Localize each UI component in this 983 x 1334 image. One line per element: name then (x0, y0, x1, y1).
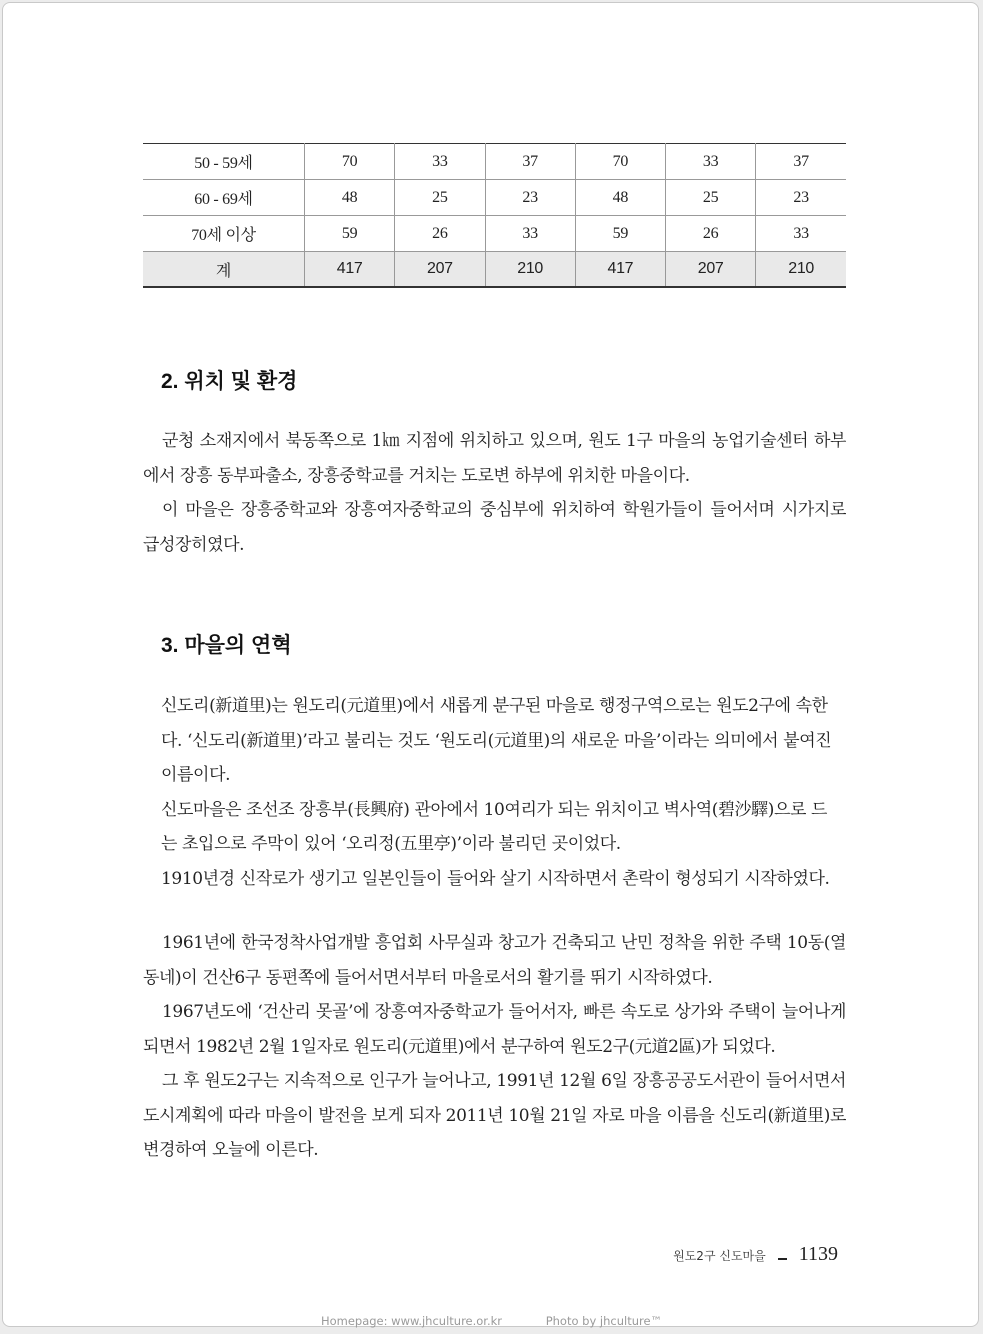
value-cell: 33 (756, 216, 846, 252)
page-footer (673, 1243, 838, 1266)
row-label-cell: 60 - 69세 (143, 180, 305, 216)
value-cell: 23 (485, 180, 575, 216)
value-cell: 70 (575, 144, 665, 180)
value-cell: 417 (575, 252, 665, 288)
value-cell: 23 (756, 180, 846, 216)
photo-credit: Photo by jhculture™ (545, 1314, 663, 1328)
paragraph: 이 마을은 장흥중학교와 장흥여자중학교의 중심부에 위치하여 학원가들이 들어서며 시가지로 급성장히였다. (143, 500, 846, 555)
row-label-cell: 계 (143, 252, 305, 288)
paragraph: 1961년에 한국정착사업개발 흥업회 사무실과 창고가 건축되고 난민 정착을 위한 주택 10동(열동네)이 건산6구 동편쪽에 들어서면서부터 마을로서의 활기를 뛰기 시작하였다. (143, 933, 846, 988)
table-total-row (143, 252, 846, 288)
footer-rule (778, 1258, 787, 1260)
value-cell: 37 (756, 144, 846, 180)
section-3-body (143, 926, 846, 1168)
population-table (143, 143, 846, 288)
running-title: 원도2구 신도마을 (673, 1249, 766, 1263)
value-cell: 70 (305, 144, 395, 180)
value-cell: 210 (485, 252, 575, 288)
paragraph: 그 후 원도2구는 지속적으로 인구가 늘어나고, 1991년 12월 6일 장흥공공도서관이 들어서면서 도시계획에 따라 마을이 발전을 보게 되자 2011년 10월 21일 자로 마을 이름을 신도리(新道里)로 변경하여 오늘에 이른다. (143, 1071, 846, 1160)
value-cell: 48 (305, 180, 395, 216)
value-cell: 33 (395, 144, 485, 180)
value-cell: 417 (305, 252, 395, 288)
homepage-link[interactable]: Homepage: www.jhculture.or.kr (320, 1314, 503, 1328)
value-cell: 48 (575, 180, 665, 216)
value-cell: 37 (485, 144, 575, 180)
value-cell: 25 (666, 180, 756, 216)
table-row (143, 180, 846, 216)
table-row (143, 144, 846, 180)
section-3-indented-body (161, 689, 841, 896)
credit-line (0, 1314, 983, 1328)
row-label-cell: 70세 이상 (143, 216, 305, 252)
row-label-cell: 50 - 59세 (143, 144, 305, 180)
value-cell: 33 (485, 216, 575, 252)
paragraph: 군청 소재지에서 북동쪽으로 1㎞ 지점에 위치하고 있으며, 원도 1구 마을의 농업기술센터 하부에서 장흥 동부파출소, 장흥중학교를 거치는 도로변 하부에 위치한 마을이다. (143, 431, 846, 486)
paragraph: 1910년경 신작로가 생기고 일본인들이 들어와 살기 시작하면서 촌락이 형성되기 시작하였다. (161, 868, 830, 889)
value-cell: 25 (395, 180, 485, 216)
page-number: 1139 (798, 1243, 838, 1265)
paragraph: 신도리(新道里)는 원도리(元道里)에서 새롭게 분구된 마을로 행정구역으로는 원도2구에 속한다. ‘신도리(新道里)’라고 불리는 것도 ‘원도리(元道里)의 새로운 마을’이라는 의미에서 붙여진 이름이다. (161, 696, 832, 785)
value-cell: 59 (575, 216, 665, 252)
paragraph: 신도마을은 조선조 장흥부(長興府) 관아에서 10여리가 되는 위치이고 벽사역(碧沙驛)으로 드는 초입으로 주막이 있어 ‘오리정(五里亭)’이라 불리던 곳이었다. (161, 799, 828, 854)
value-cell: 210 (756, 252, 846, 288)
section-3-heading: 3. 마을의 연혁 (161, 634, 292, 657)
value-cell: 33 (666, 144, 756, 180)
value-cell: 26 (666, 216, 756, 252)
document-page (2, 2, 979, 1327)
section-2-body (143, 424, 846, 562)
table-row (143, 216, 846, 252)
section-2-heading: 2. 위치 및 환경 (161, 370, 298, 393)
value-cell: 207 (395, 252, 485, 288)
value-cell: 26 (395, 216, 485, 252)
value-cell: 59 (305, 216, 395, 252)
value-cell: 207 (666, 252, 756, 288)
paragraph: 1967년도에 ‘건산리 못골’에 장흥여자중학교가 들어서자, 빠른 속도로 상가와 주택이 늘어나게 되면서 1982년 2월 1일자로 원도리(元道里)에서 분구하여 원도2구(元道2區)가 되었다. (143, 1002, 846, 1057)
